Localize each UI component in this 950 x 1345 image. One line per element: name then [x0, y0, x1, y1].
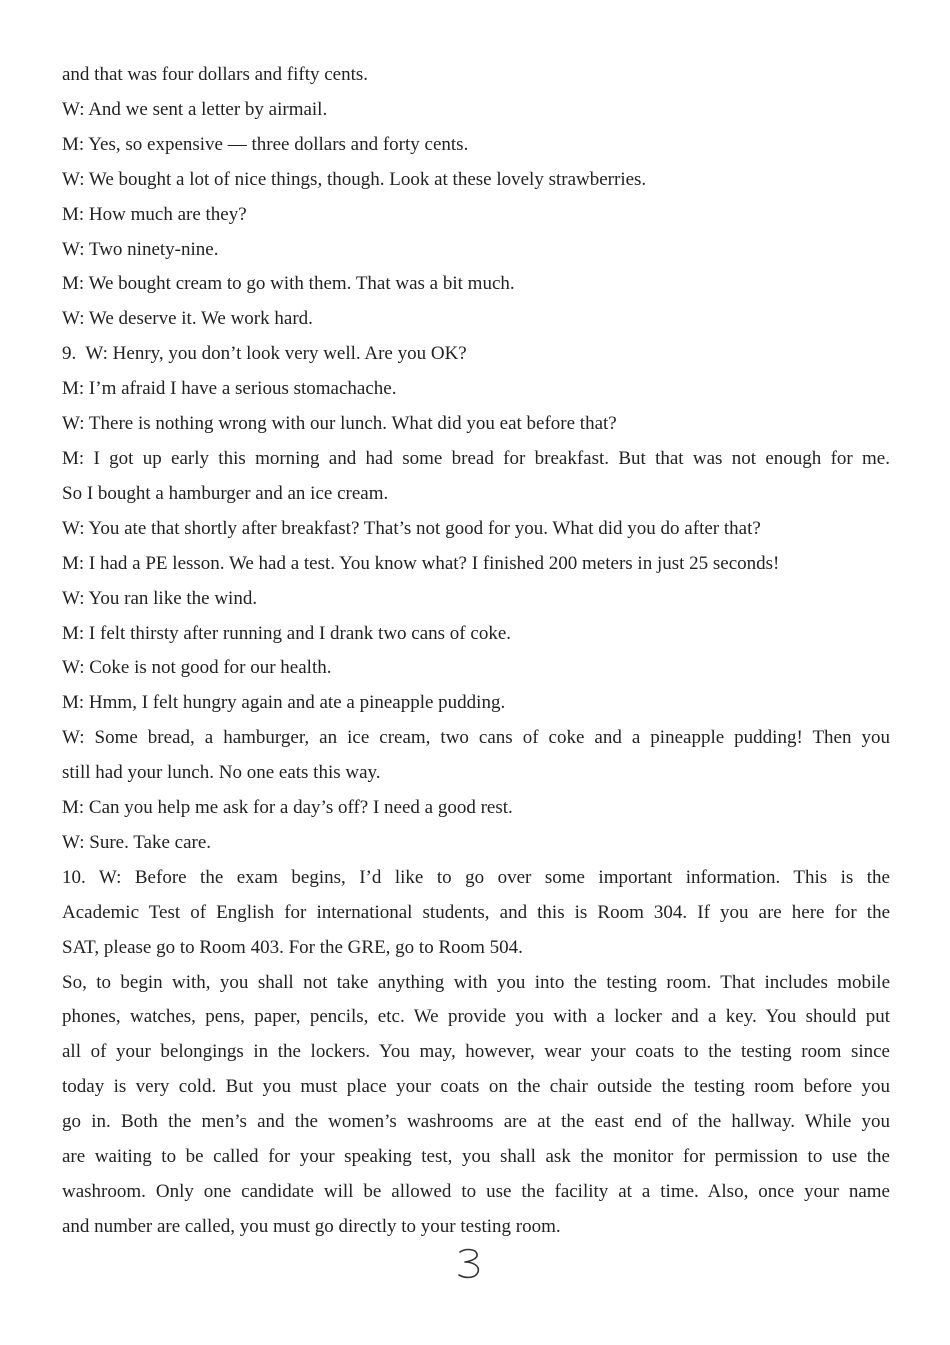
text-line: W: Coke is not good for our health. [62, 657, 332, 679]
text-line: M: I got up early this morning and had some bread for breakfast. But that was not enough for me. [62, 447, 890, 469]
text-line: M: Yes, so expensive — three dollars and forty cents. [62, 133, 469, 155]
text-line: still had your lunch. No one eats this way. [62, 762, 381, 784]
text-line: M: I had a PE lesson. We had a test. You know what? I finished 200 meters in just 25 seconds! [62, 552, 780, 574]
text-line: W: Sure. Take care. [62, 831, 212, 853]
text-line: all of your belongings in the lockers. You may, however, wear your coats to the testing room since [62, 1041, 890, 1063]
text-line: M: I’m afraid I have a serious stomachache. [62, 378, 397, 400]
text-line: go in. Both the men’s and the women’s washrooms are at the east end of the hallway. While you [62, 1111, 890, 1133]
text-line: M: I felt thirsty after running and I drank two cans of coke. [62, 622, 512, 644]
text-line: and number are called, you must go directly to your testing room. [62, 1215, 561, 1237]
handwritten-page-number [440, 1244, 500, 1284]
text-line: So, to begin with, you shall not take anything with you into the testing room. That includes mobile [62, 971, 890, 993]
text-line: W: There is nothing wrong with our lunch. What did you eat before that? [62, 413, 617, 435]
text-line: phones, watches, pens, paper, pencils, etc. We provide you with a locker and a key. You should put [62, 1006, 890, 1028]
text-line: today is very cold. But you must place your coats on the chair outside the testing room before you [62, 1076, 890, 1098]
text-line: W: We deserve it. We work hard. [62, 308, 313, 330]
text-line: 9. W: Henry, you don’t look very well. Are you OK? [62, 343, 467, 365]
text-line: M: Hmm, I felt hungry again and ate a pineapple pudding. [62, 692, 506, 714]
text-line: W: You ate that shortly after breakfast? That’s not good for you. What did you do after that? [62, 517, 761, 539]
text-line: M: We bought cream to go with them. That was a bit much. [62, 273, 515, 295]
text-line: W: Some bread, a hamburger, an ice cream, two cans of coke and a pineapple pudding! Then you [62, 727, 890, 749]
text-line: and that was four dollars and fifty cents. [62, 64, 369, 85]
text-line: washroom. Only one candidate will be allowed to use the facility at a time. Also, once your name [62, 1181, 890, 1202]
text-line: M: How much are they? [62, 203, 247, 225]
text-line: SAT, please go to Room 403. For the GRE, go to Room 504. [62, 936, 523, 958]
transcript-body [62, 58, 890, 1245]
text-line: W: We bought a lot of nice things, though. Look at these lovely strawberries. [62, 168, 647, 190]
text-line: are waiting to be called for your speaking test, you shall ask the monitor for permission to use the [62, 1146, 890, 1168]
text-line: 10. W: Before the exam begins, I’d like to go over some important information. This is the [62, 866, 890, 888]
text-line: Academic Test of English for international students, and this is Room 304. If you are here for the [62, 901, 890, 923]
text-line: So I bought a hamburger and an ice cream. [62, 482, 389, 504]
page-number [440, 1244, 500, 1284]
text-line: W: And we sent a letter by airmail. [62, 98, 328, 120]
text-line: W: Two ninety-nine. [62, 238, 219, 260]
text-line: M: Can you help me ask for a day’s off? I need a good rest. [62, 797, 513, 819]
text-line: W: You ran like the wind. [62, 587, 258, 609]
